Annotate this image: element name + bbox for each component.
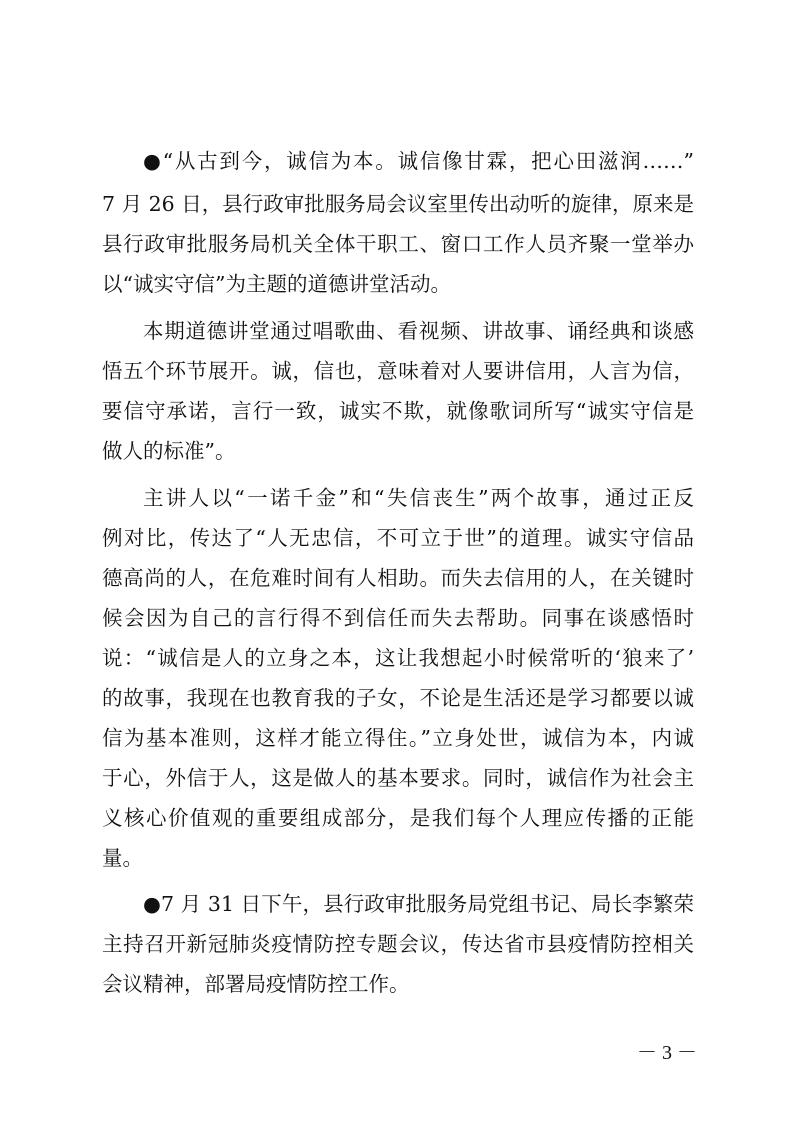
page-number: － 3 － [637, 1042, 697, 1064]
paragraph-3-line-10: 量。 [102, 846, 143, 870]
paragraph-3-line-4: 候会因为自己的言行得不到信任而失去帮助。同事在谈感悟时 [102, 606, 694, 630]
paragraph-3-line-6: 的故事，我现在也教育我的子女，不论是生活还是学习都要以诚 [102, 686, 694, 710]
paragraph-3-line-2: 例对比，传达了“人无忠信，不可立于世”的道理。诚实守信品 [102, 526, 694, 550]
paragraph-4-line-2: 主持召开新冠肺炎疫情防控专题会议，传达省市县疫情防控相关 [102, 932, 694, 956]
paragraph-3-line-8: 于心，外信于人，这是做人的基本要求。同时，诚信作为社会主 [102, 766, 694, 790]
paragraph-4-line-1: ●7 月 31 日下午，县行政审批服务局党组书记、局长李繁荣 [143, 892, 694, 916]
paragraph-1-line-1: ●“从古到今，诚信为本。诚信像甘霖，把心田滋润……” [143, 149, 694, 173]
paragraph-3-line-9: 义核心价值观的重要组成部分，是我们每个人理应传播的正能 [102, 806, 694, 830]
paragraph-3-line-1: 主讲人以“一诺千金”和“失信丧生”两个故事，通过正反 [143, 486, 694, 510]
paragraph-1-line-2: 7 月 26 日，县行政审批服务局会议室里传出动听的旋律，原来是 [102, 192, 694, 216]
paragraph-4-line-3: 会议精神，部署局疫情防控工作。 [102, 972, 410, 996]
paragraph-1-line-3: 县行政审批服务局机关全体干职工、窗口工作人员齐聚一堂举办 [102, 232, 694, 256]
paragraph-3-line-3: 德高尚的人，在危难时间有人相助。而失去信用的人，在关键时 [102, 566, 694, 590]
paragraph-1-line-4: 以“诚实守信”为主题的道德讲堂活动。 [102, 272, 451, 296]
paragraph-3-line-7: 信为基本准则，这样才能立得住。”立身处世，诚信为本，内诚 [102, 726, 694, 750]
paragraph-2-line-2: 悟五个环节展开。诚，信也，意味着对人要讲信用，人言为信， [102, 359, 694, 383]
paragraph-2-line-1: 本期道德讲堂通过唱歌曲、看视频、讲故事、诵经典和谈感 [143, 319, 694, 343]
paragraph-2-line-3: 要信守承诺，言行一致，诚实不欺，就像歌词所写“诚实守信是 [102, 399, 694, 423]
paragraph-3-line-5: 说：“诚信是人的立身之本，这让我想起小时候常听的‘狼来了’ [102, 646, 694, 670]
paragraph-2-line-4: 做人的标准”。 [102, 439, 236, 463]
